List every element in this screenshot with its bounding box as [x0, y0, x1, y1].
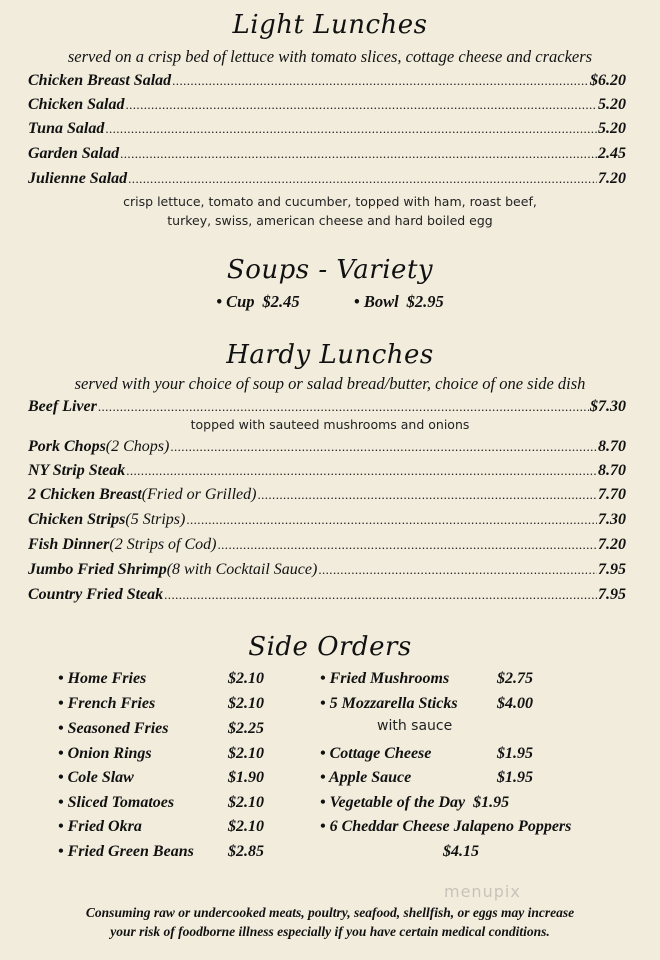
side-price: $2.10	[228, 670, 264, 687]
leader-dots	[172, 73, 589, 89]
item-price: 2.45	[598, 145, 626, 162]
item-name: Chicken Salad	[28, 96, 125, 113]
side-name: • Onion Rings	[58, 745, 152, 762]
health-warning	[0, 903, 660, 941]
side-price: $1.95	[473, 794, 510, 811]
menu-item	[28, 462, 626, 480]
description-line: crisp lettuce, tomato and cucumber, topped with ham, roast beef,	[123, 194, 537, 209]
leader-dots	[318, 562, 597, 578]
side-item	[58, 670, 264, 688]
side-item	[58, 843, 264, 861]
item-note: (2 Strips of Cod)	[109, 536, 217, 553]
side-name: • Vegetable of the Day	[320, 794, 466, 811]
side-price: $4.00	[497, 695, 533, 712]
menupix-watermark: menupix	[444, 882, 521, 901]
leader-dots	[186, 512, 597, 528]
side-price: $2.85	[228, 843, 264, 860]
hardy-lunches-subtitle: served with your choice of soup or salad bread/butter, choice of one side dish	[74, 374, 586, 393]
side-name: • 6 Cheddar Cheese Jalapeno Poppers	[320, 818, 572, 835]
item-name: Beef Liver	[28, 398, 97, 415]
hardy-lunches-heading: Hardy Lunches	[226, 340, 434, 370]
item-price: 8.70	[598, 462, 626, 479]
menu-item	[28, 145, 626, 163]
description-line: turkey, swiss, american cheese and hard boiled egg	[167, 213, 493, 228]
side-item	[320, 794, 509, 812]
side-item	[320, 769, 533, 787]
leader-dots	[128, 171, 597, 187]
leader-dots	[98, 399, 589, 415]
item-price: 7.20	[598, 170, 626, 187]
leader-dots	[170, 439, 597, 455]
side-item	[320, 745, 533, 763]
menu-item	[28, 96, 626, 114]
side-price: $1.95	[497, 769, 533, 786]
warning-line: Consuming raw or undercooked meats, poultry, seafood, shellfish, or eggs may increase	[85, 905, 575, 920]
menu-item	[28, 486, 626, 504]
soups-prices	[0, 292, 660, 312]
item-name: Fish Dinner	[28, 536, 110, 553]
item-price: 8.70	[598, 438, 626, 455]
menu-item	[28, 536, 626, 554]
item-name: Julienne Salad	[28, 170, 128, 187]
side-name: • Cole Slaw	[58, 769, 134, 786]
side-price: $2.75	[497, 670, 533, 687]
item-price: 7.70	[598, 486, 626, 503]
leader-dots	[105, 121, 597, 137]
leader-dots	[120, 146, 597, 162]
item-name: Country Fried Steak	[28, 586, 164, 603]
side-orders-heading: Side Orders	[248, 632, 412, 662]
item-price: 7.95	[598, 586, 626, 603]
item-note: (5 Strips)	[125, 511, 186, 528]
menu-item	[28, 561, 626, 579]
side-name: • Fried Mushrooms	[320, 670, 450, 687]
menu-item	[28, 120, 626, 138]
menu-item	[28, 511, 626, 529]
item-price: 5.20	[598, 120, 626, 137]
item-name: Tuna Salad	[28, 120, 105, 137]
side-item	[58, 769, 264, 787]
side-name: • Fried Okra	[58, 818, 142, 835]
side-item	[58, 745, 264, 763]
side-item	[58, 695, 264, 713]
side-price: $4.15	[443, 843, 479, 860]
side-price: $1.95	[497, 745, 533, 762]
side-item	[58, 720, 264, 738]
leader-dots	[125, 97, 597, 113]
side-price: $1.90	[228, 769, 264, 786]
side-name: • French Fries	[58, 695, 156, 712]
leader-dots	[257, 487, 597, 503]
soups-heading: Soups - Variety	[226, 255, 434, 285]
item-name: 2 Chicken Breast	[28, 486, 142, 503]
light-lunches-heading: Light Lunches	[232, 10, 428, 40]
item-description	[0, 192, 660, 230]
side-price: $2.25	[228, 720, 264, 737]
side-price: $2.10	[228, 794, 264, 811]
side-name: • 5 Mozzarella Sticks	[320, 695, 458, 712]
cup-price: $2.45	[262, 292, 300, 311]
cup-label: • Cup	[216, 292, 255, 311]
item-note: (8 with Cocktail Sauce)	[166, 561, 318, 578]
item-description: topped with sauteed mushrooms and onions	[190, 417, 470, 432]
side-name: • Sliced Tomatoes	[58, 794, 175, 811]
bowl-label: • Bowl	[353, 292, 399, 311]
menu-item	[28, 398, 626, 416]
light-lunches-subtitle: served on a crisp bed of lettuce with tomato slices, cottage cheese and crackers	[67, 47, 593, 66]
item-price: 7.30	[598, 511, 626, 528]
item-price: $6.20	[590, 72, 626, 89]
bowl-price: $2.95	[406, 292, 444, 311]
side-price: $2.10	[228, 818, 264, 835]
item-note: (Fried or Grilled)	[141, 486, 257, 503]
side-price: $2.10	[228, 745, 264, 762]
item-price: 5.20	[598, 96, 626, 113]
item-name: Garden Salad	[28, 145, 120, 162]
leader-dots	[218, 537, 598, 553]
with-sauce-note: with sauce	[377, 718, 453, 734]
side-name: • Seasoned Fries	[58, 720, 169, 737]
item-name: Chicken Strips	[28, 511, 126, 528]
item-price: 7.20	[598, 536, 626, 553]
side-item	[58, 818, 264, 836]
side-item	[320, 670, 533, 688]
menu-item	[28, 72, 626, 90]
item-name: Jumbo Fried Shrimp	[28, 561, 167, 578]
side-name: • Apple Sauce	[320, 769, 412, 786]
menu-item	[28, 438, 626, 456]
leader-dots	[164, 587, 597, 603]
item-note: (2 Chops)	[105, 438, 170, 455]
side-item	[320, 695, 533, 713]
warning-line: your risk of foodborne illness especially if you have certain medical conditions.	[110, 924, 550, 939]
side-name: • Fried Green Beans	[58, 843, 194, 860]
item-price: $7.30	[590, 398, 626, 415]
side-item	[320, 818, 571, 836]
item-name: Chicken Breast Salad	[28, 72, 172, 89]
side-price: $2.10	[228, 695, 264, 712]
item-name: NY Strip Steak	[28, 462, 126, 479]
leader-dots	[126, 463, 597, 479]
item-name: Pork Chops	[28, 438, 106, 455]
side-name: • Home Fries	[58, 670, 147, 687]
menu-item	[28, 170, 626, 188]
side-name: • Cottage Cheese	[320, 745, 432, 762]
item-price: 7.95	[598, 561, 626, 578]
menu-item	[28, 586, 626, 604]
side-item	[58, 794, 264, 812]
